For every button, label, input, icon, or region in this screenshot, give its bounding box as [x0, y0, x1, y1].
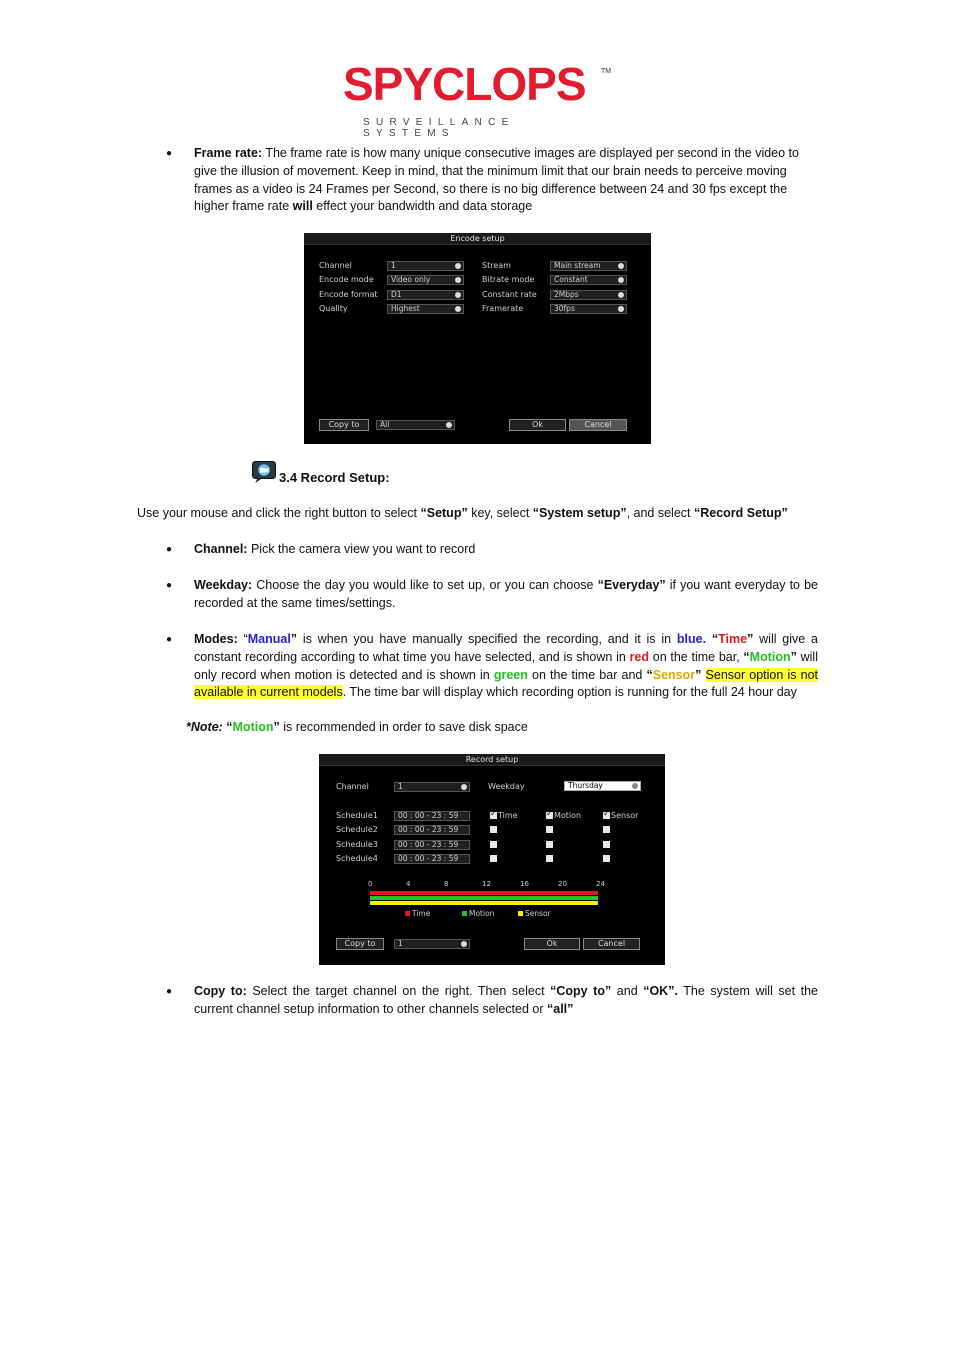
sensor-checkbox[interactable] [603, 855, 610, 862]
dropdown-knob-icon [618, 263, 624, 269]
time-checkbox[interactable] [490, 826, 497, 833]
hour-tick-label: 20 [558, 880, 567, 888]
bullet-icon: ● [166, 986, 173, 997]
encode-mode-label: Encode mode [319, 275, 374, 284]
framerate-select[interactable]: 30fps [550, 304, 627, 314]
bullet-icon: ● [166, 634, 173, 645]
record-setup-window [319, 754, 665, 965]
schedule-time-range[interactable]: 00 : 00 - 23 : 59 [394, 825, 470, 835]
dropdown-knob-icon [446, 422, 452, 428]
weekday-label: Weekday [488, 782, 525, 791]
hour-tick-label: 4 [406, 880, 411, 888]
encode-setup-title: Encode setup [304, 233, 651, 245]
channel-paragraph: Channel: Pick the camera view you want to record [194, 542, 476, 556]
copy-to-button[interactable]: Copy to [336, 938, 384, 950]
ok-button[interactable]: Ok [524, 938, 580, 950]
sensor-availability-highlight: Sensor option is not available in current models [194, 667, 818, 700]
hour-tick-label: 16 [520, 880, 529, 888]
hour-tick-label: 0 [368, 880, 373, 888]
dropdown-knob-icon [618, 306, 624, 312]
sensor-checkbox[interactable] [603, 812, 610, 819]
channel-select[interactable]: 1 [394, 782, 470, 792]
bullet-icon: ● [166, 580, 173, 591]
stream-select[interactable]: Main stream [550, 261, 627, 271]
copy-to-button[interactable]: Copy to [319, 419, 369, 431]
schedule-label: Schedule2 [336, 825, 378, 835]
modes-paragraph: Modes: “Manual” is when you have manually specified the recording, and it is in blue. “Time” will give a constant recording according to what time you have selected, and is shown in red on the time bar, “Motion” will only record when motion is detected and is shown in green on the time bar and “Sensor” Sensor option is not available in current models. The time bar will display which recording option is running for the full 24 hour day [194, 632, 818, 700]
legend-swatch [462, 911, 467, 916]
schedule-label: Schedule1 [336, 811, 378, 820]
encode-format-label: Encode format [319, 290, 378, 299]
bullet-icon: ● [166, 544, 173, 555]
hour-tick-label: 24 [596, 880, 605, 888]
schedule-label: Schedule3 [336, 839, 378, 849]
copy-to-select[interactable]: All [376, 420, 455, 430]
note-paragraph: *Note: “Motion” is recommended in order to save disk space [186, 720, 528, 734]
spyclops-logo [343, 56, 613, 139]
bullet-icon: ● [166, 148, 173, 159]
time-bar-red [370, 891, 598, 895]
dropdown-knob-icon [618, 292, 624, 298]
motion-column-label: Motion [554, 811, 582, 820]
time-checkbox[interactable] [490, 855, 497, 862]
channel-label: Channel [319, 261, 352, 270]
frame-rate-paragraph: Frame rate: The frame rate is how many unique consecutive images are displayed per second in the video to give the illusion of movement. Keep in mind, that the minimum limit that our brain needs to perceive moving frames as a video is 24 Frames per Second, so there is no big difference between 24 and 30 fps except the higher frame rate will effect your bandwidth and data storage [194, 146, 799, 214]
motion-checkbox[interactable] [546, 841, 553, 848]
dropdown-knob-icon [632, 783, 638, 789]
logo-brand: SPYCLOPS [343, 58, 586, 110]
record-setup-title: Record setup [319, 754, 665, 766]
dropdown-knob-icon [455, 306, 461, 312]
bitrate-mode-select[interactable]: Constant [550, 275, 627, 285]
legend-swatch [405, 911, 410, 916]
framerate-label: Framerate [482, 304, 524, 313]
ok-button[interactable]: Ok [509, 419, 566, 431]
weekday-paragraph: Weekday: Choose the day you would like to set up, or you can choose “Everyday” if you want everyday to be recorded at the same times/settings. [194, 578, 818, 610]
motion-checkbox[interactable] [546, 826, 553, 833]
logo-tagline: SURVEILLANCE SYSTEMS [363, 117, 515, 139]
channel-label: Channel [336, 782, 369, 791]
sensor-checkbox[interactable] [603, 841, 610, 848]
legend-label: Motion [469, 909, 495, 918]
dropdown-knob-icon [455, 292, 461, 298]
legend-label: Time [412, 909, 431, 918]
schedule-time-range[interactable]: 00 : 00 - 23 : 59 [394, 811, 470, 821]
legend-label: Sensor [525, 909, 551, 918]
intro-paragraph: Use your mouse and click the right button to select “Setup” key, select “System setup”, and select “Record Setup” [137, 506, 788, 520]
constant-rate-select[interactable]: 2Mbps [550, 290, 627, 300]
dropdown-knob-icon [455, 263, 461, 269]
time-checkbox[interactable] [490, 812, 497, 819]
dropdown-knob-icon [461, 784, 467, 790]
copy-to-select[interactable]: 1 [394, 939, 470, 949]
hour-tick-label: 8 [444, 880, 449, 888]
cancel-button[interactable]: Cancel [583, 938, 640, 950]
motion-checkbox[interactable] [546, 812, 553, 819]
dropdown-knob-icon [618, 277, 624, 283]
dropdown-knob-icon [461, 941, 467, 947]
logo-trademark: TM [601, 68, 612, 75]
time-checkbox[interactable] [490, 841, 497, 848]
cancel-button[interactable]: Cancel [569, 419, 627, 431]
bitrate-mode-label: Bitrate mode [482, 275, 535, 284]
schedule-time-range[interactable]: 00 : 00 - 23 : 59 [394, 840, 470, 850]
legend-swatch [518, 911, 523, 916]
section-title: 3.4 Record Setup: [279, 470, 390, 485]
camera-chat-icon [252, 461, 276, 483]
channel-select[interactable]: 1 [387, 261, 464, 271]
sensor-checkbox[interactable] [603, 826, 610, 833]
time-column-label: Time [498, 811, 518, 820]
stream-label: Stream [482, 261, 511, 270]
hour-tick-label: 12 [482, 880, 491, 888]
quality-label: Quality [319, 304, 348, 313]
encode-format-select[interactable]: D1 [387, 290, 464, 300]
schedule-label: Schedule4 [336, 853, 378, 863]
motion-checkbox[interactable] [546, 855, 553, 862]
encode-setup-window [304, 233, 651, 444]
time-bar-yellow [370, 901, 598, 905]
time-bar-green [370, 896, 598, 900]
quality-select[interactable]: Highest [387, 304, 464, 314]
dropdown-knob-icon [455, 277, 461, 283]
schedule-time-range[interactable]: 00 : 00 - 23 : 59 [394, 854, 470, 864]
copy-to-paragraph: Copy to: Select the target channel on the right. Then select “Copy to” and “OK”. The system will set the current channel setup information to other channels selected or “all” [194, 984, 818, 1016]
constant-rate-label: Constant rate [482, 290, 537, 299]
sensor-column-label: Sensor [611, 811, 639, 820]
weekday-select[interactable]: Thursday [564, 781, 641, 791]
encode-mode-select[interactable]: Video only [387, 275, 464, 285]
